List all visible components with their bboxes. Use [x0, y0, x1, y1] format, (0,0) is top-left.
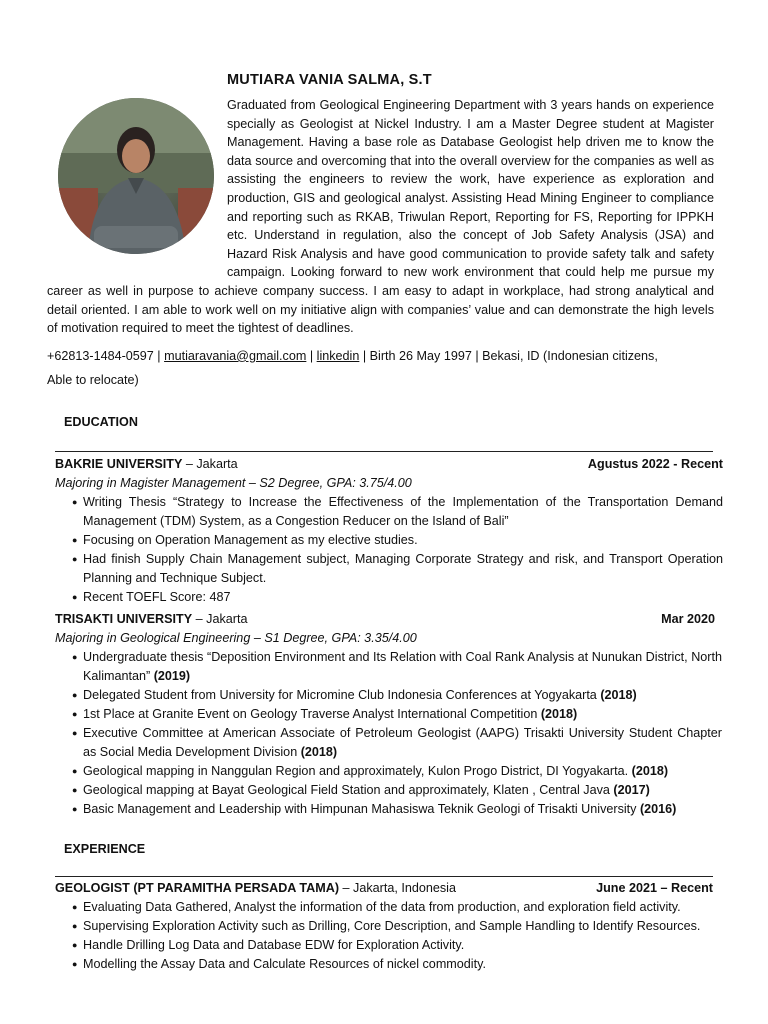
profile-summary: Graduated from Geological Engineering Department with 3 years hands on experience specially as Geologist at Nickel Industry. I am a Master Degree student at Magister Management. Having a base role as Database Geologist help driven me to know the data source and overcoming that into the overall overview for the companies as well as assisting the engineers to review the work, have experience as exploration and production, GIS and geological analyst. Assisting Head Mining Engineer to compliance and reporting such as RKAB, Triwulan Report, Reporting for FS, Reporting for IPPKH etc. Understand in regulation, also the concept of Job Safety Analysis (JSA) and Hazard Risk Analysis and have good communication to provide safety talk and safety campaign. Looking forward to new work environment that could help me pursue my career as well in purpose to achieve company success. I am easy to adapt in workplace, had strong analytical and detail oriented. I am able to work well on my initiative align with companies’ value and can demonstrate the high levels of motivation required to meet the tightest of deadlines. [47, 98, 714, 336]
list-item: ● 1st Place at Granite Event on Geology Traverse Analyst International Competition (2018) [72, 705, 722, 724]
list-item: ● Executive Committee at American Associate of Petroleum Geologist (AAPG) Trisakti University Student Chapter as Social Media Development Division (2018) [72, 724, 722, 762]
list-item: ● Basic Management and Leadership with Himpunan Mahasiswa Teknik Geologi of Trisakti University (2016) [72, 800, 722, 819]
list-item: ● Focusing on Operation Management as my elective studies. [72, 531, 723, 550]
experience-divider [55, 876, 713, 877]
list-item: ● Supervising Exploration Activity such as Drilling, Core Description, and Sample Handling to Identify Resources. [72, 917, 713, 936]
institution-name: TRISAKTI UNIVERSITY [55, 612, 193, 626]
job-location: – Jakarta, Indonesia [339, 881, 456, 895]
linkedin-link[interactable]: linkedin [316, 348, 360, 363]
institution-location: – Jakarta [182, 457, 238, 471]
entry-header [55, 610, 715, 629]
education-bullets [72, 493, 723, 607]
entry-date: Mar 2020 [661, 612, 715, 626]
list-item: ● Had finish Supply Chain Management subject, Managing Corporate Strategy and risk, and Transport Operation Planning and Technique Subject. [72, 550, 723, 588]
phone-number: +62813-1484-0597 [47, 348, 154, 363]
list-item: ● Handle Drilling Log Data and Database EDW for Exploration Activity. [72, 936, 713, 955]
profile-section [47, 70, 714, 392]
list-item: ● Geological mapping in Nanggulan Region and approximately, Kulon Progo District, DI Yogyakarta. (2018) [72, 762, 722, 781]
education-heading: EDUCATION [64, 415, 138, 429]
list-item: ● Geological mapping at Bayat Geological Field Station and approximately, Klaten , Central Java (2017) [72, 781, 722, 800]
list-item: ● Modelling the Assay Data and Calculate Resources of nickel commodity. [72, 955, 713, 974]
list-item: ● Delegated Student from University for Micromine Club Indonesia Conferences at Yogyakarta (2018) [72, 686, 722, 705]
experience-bullets [72, 898, 713, 974]
list-item: ● Recent TOEFL Score: 487 [72, 588, 723, 607]
list-item: ● Evaluating Data Gathered, Analyst the information of the data from production, and exploration field activity. [72, 898, 713, 917]
email-link[interactable]: mutiaravania@gmail.com [164, 348, 307, 363]
education-bullets [72, 648, 722, 819]
contact-line: +62813-1484-0597 | mutiaravania@gmail.com | linkedin | Birth 26 May 1997 | Bekasi, ID (Indonesian citizens, Able to relocate) [47, 348, 658, 387]
job-title: GEOLOGIST (PT PARAMITHA PERSADA TAMA) [55, 881, 340, 895]
location: Bekasi, ID (Indonesian citizens, [482, 348, 658, 363]
entry-header [55, 455, 723, 474]
institution-location: – Jakarta [192, 612, 248, 626]
entry-date: June 2021 – Recent [596, 881, 713, 895]
birth-date: Birth 26 May 1997 [369, 348, 472, 363]
degree-major: Majoring in Magister Management – S2 Degree, GPA: 3.75/4.00 [55, 476, 412, 490]
education-divider [55, 451, 713, 452]
experience-entry-paramitha [55, 879, 713, 974]
relocate-note: Able to relocate) [47, 372, 139, 387]
entry-header [55, 879, 713, 898]
list-item: ● Writing Thesis “Strategy to Increase the Effectiveness of the Implementation of the Transportation Demand Management (TDM) System, as a Congestion Reducer on the Island of Bali” [72, 493, 723, 531]
list-item: ● Undergraduate thesis “Deposition Environment and Its Relation with Coal Rank Analysis at Nunukan District, North Kalimantan” (2019) [72, 648, 722, 686]
candidate-name: MUTIARA VANIA SALMA, S.T [227, 72, 432, 88]
degree-major: Majoring in Geological Engineering – S1 Degree, GPA: 3.35/4.00 [55, 631, 417, 645]
experience-heading: EXPERIENCE [64, 842, 146, 856]
entry-date: Agustus 2022 - Recent [587, 457, 723, 471]
photo-spacer [47, 70, 227, 270]
education-entry-bakrie [55, 455, 723, 607]
institution-name: BAKRIE UNIVERSITY [55, 457, 183, 471]
education-entry-trisakti [55, 610, 722, 819]
